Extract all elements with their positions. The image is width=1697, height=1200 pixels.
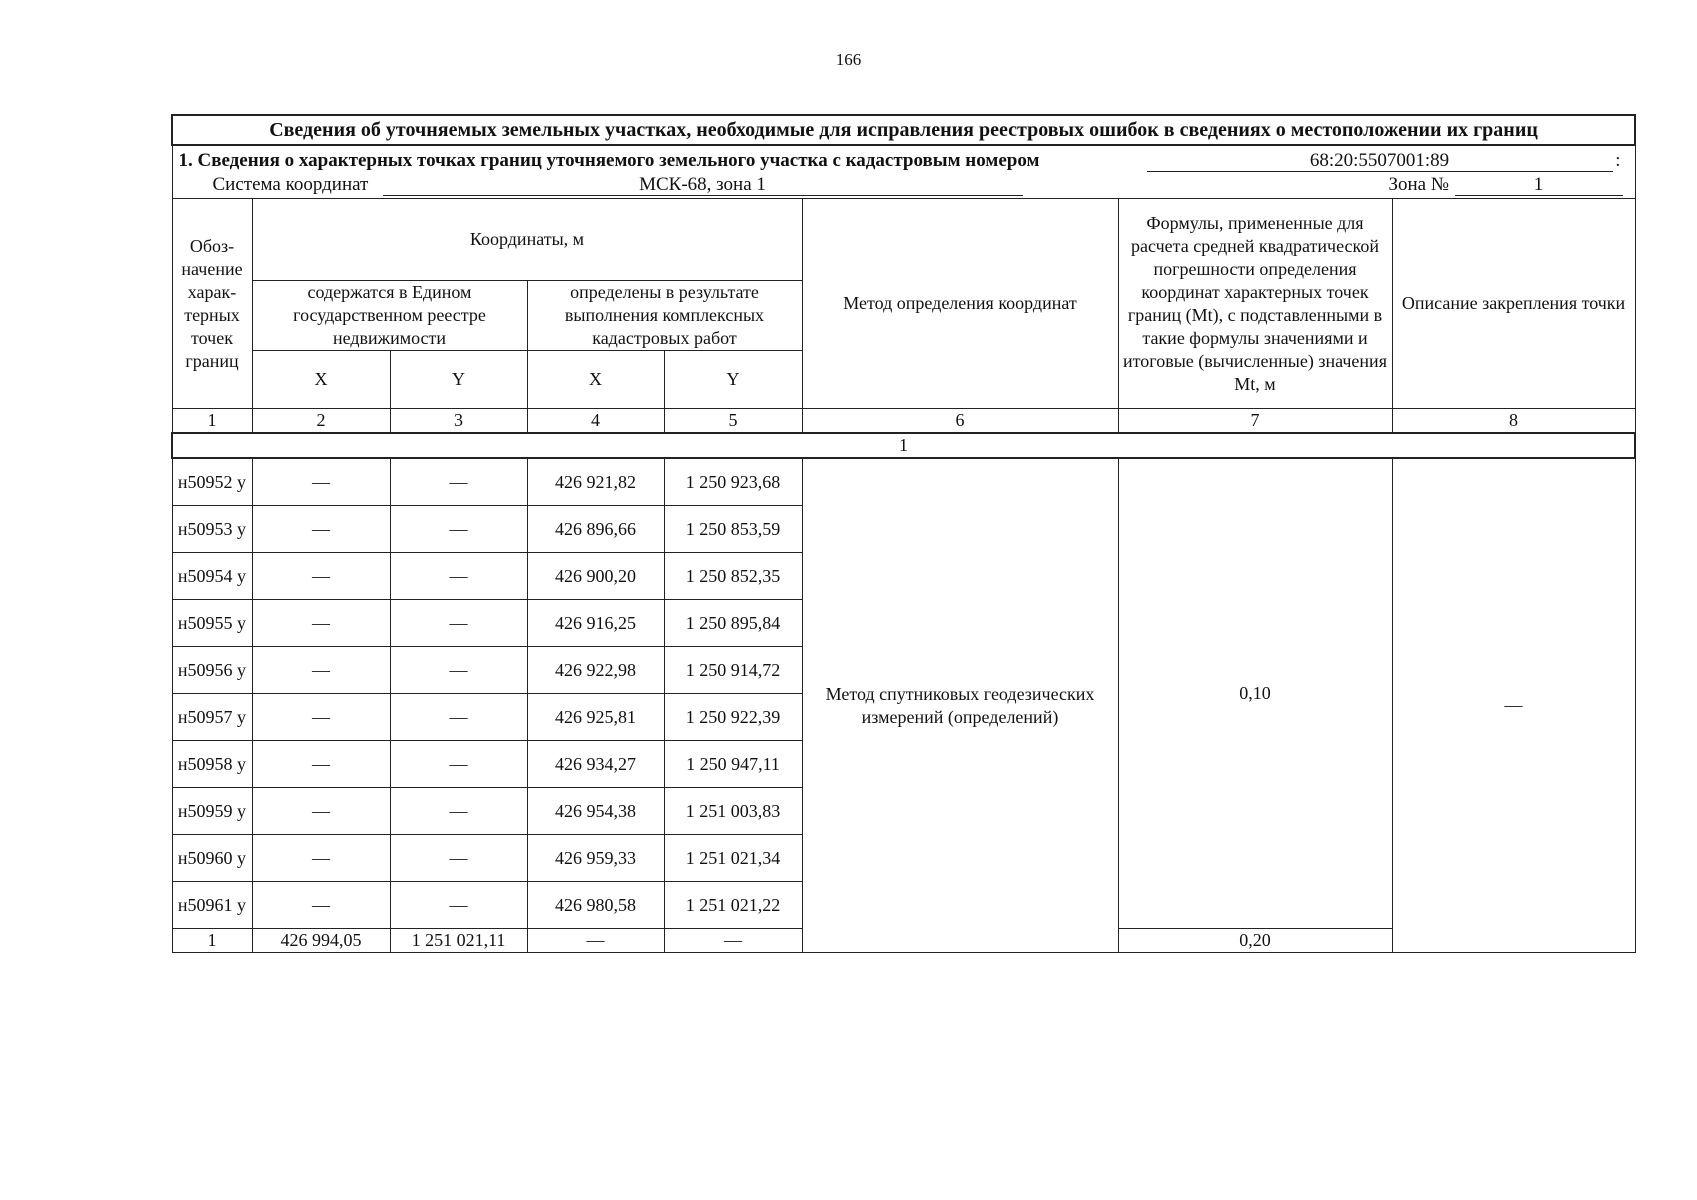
table-row bbox=[172, 458, 1635, 506]
header-coordinates: Координаты, м bbox=[252, 199, 802, 281]
x-kkr: 426 959,33 bbox=[527, 835, 664, 882]
header-y-egrn: Y bbox=[390, 351, 527, 409]
column-number: 4 bbox=[527, 409, 664, 434]
y-kkr: 1 250 947,11 bbox=[664, 741, 802, 788]
x-egrn: — bbox=[252, 741, 390, 788]
point-designation: н50959 у bbox=[172, 788, 252, 835]
y-kkr: 1 250 853,59 bbox=[664, 506, 802, 553]
x-egrn: — bbox=[252, 506, 390, 553]
column-number: 2 bbox=[252, 409, 390, 434]
column-number: 1 bbox=[172, 409, 252, 434]
x-kkr: 426 925,81 bbox=[527, 694, 664, 741]
y-kkr: — bbox=[664, 929, 802, 953]
contour-label: 1 bbox=[172, 433, 1635, 458]
y-egrn: — bbox=[390, 741, 527, 788]
mt-value: 0,10 bbox=[1118, 458, 1392, 929]
x-egrn: — bbox=[252, 835, 390, 882]
point-designation: н50954 у bbox=[172, 553, 252, 600]
column-number: 7 bbox=[1118, 409, 1392, 434]
x-egrn: — bbox=[252, 553, 390, 600]
section-info bbox=[172, 145, 1635, 199]
x-kkr: 426 954,38 bbox=[527, 788, 664, 835]
y-egrn: — bbox=[390, 506, 527, 553]
zone-label: Зона № bbox=[1388, 174, 1449, 195]
column-number: 8 bbox=[1392, 409, 1635, 434]
y-egrn: — bbox=[390, 458, 527, 506]
boundary-points-table bbox=[171, 114, 1636, 953]
x-kkr: — bbox=[527, 929, 664, 953]
zone-value: 1 bbox=[1455, 173, 1623, 196]
description-value: — bbox=[1392, 458, 1635, 953]
x-kkr: 426 896,66 bbox=[527, 506, 664, 553]
y-kkr: 1 250 852,35 bbox=[664, 553, 802, 600]
y-egrn: — bbox=[390, 600, 527, 647]
y-kkr: 1 250 923,68 bbox=[664, 458, 802, 506]
x-egrn: — bbox=[252, 882, 390, 929]
x-egrn: — bbox=[252, 694, 390, 741]
header-x-kkr: X bbox=[527, 351, 664, 409]
header-egrn: содержатся в Едином государственном реестре недвижимости bbox=[252, 281, 527, 351]
cadastral-colon: : bbox=[1615, 150, 1621, 171]
x-egrn: — bbox=[252, 458, 390, 506]
point-designation: н50957 у bbox=[172, 694, 252, 741]
y-kkr: 1 250 895,84 bbox=[664, 600, 802, 647]
y-egrn: — bbox=[390, 835, 527, 882]
header-kkr: определены в результате выполнения комплексных кадастровых работ bbox=[527, 281, 802, 351]
method-value: Метод спутниковых геодезических измерений (определений) bbox=[802, 458, 1118, 953]
cadastral-number: 68:20:5507001:89 bbox=[1147, 149, 1613, 172]
y-kkr: 1 251 021,34 bbox=[664, 835, 802, 882]
column-number: 5 bbox=[664, 409, 802, 434]
mt-value: 0,20 bbox=[1118, 929, 1392, 953]
x-egrn: — bbox=[252, 647, 390, 694]
y-egrn: — bbox=[390, 882, 527, 929]
table-title: Сведения об уточняемых земельных участках, необходимые для исправления реестровых ошибок в сведениях о местоположении их границ bbox=[172, 115, 1635, 145]
header-y-kkr: Y bbox=[664, 351, 802, 409]
point-designation: н50953 у bbox=[172, 506, 252, 553]
x-egrn: — bbox=[252, 788, 390, 835]
y-egrn: — bbox=[390, 647, 527, 694]
point-designation: н50952 у bbox=[172, 458, 252, 506]
x-kkr: 426 900,20 bbox=[527, 553, 664, 600]
coord-system-value: МСК-68, зона 1 bbox=[383, 173, 1023, 196]
y-egrn: — bbox=[390, 694, 527, 741]
y-egrn: — bbox=[390, 788, 527, 835]
section-heading: 1. Сведения о характерных точках границ уточняемого земельного участка с кадастровым номером bbox=[178, 150, 1040, 171]
x-egrn: — bbox=[252, 600, 390, 647]
column-number: 6 bbox=[802, 409, 1118, 434]
page-number: 166 bbox=[835, 50, 862, 69]
point-designation: н50958 у bbox=[172, 741, 252, 788]
header-method: Метод определения координат bbox=[802, 199, 1118, 409]
point-designation: н50961 у bbox=[172, 882, 252, 929]
y-egrn: — bbox=[390, 553, 527, 600]
x-kkr: 426 916,25 bbox=[527, 600, 664, 647]
header-x-egrn: X bbox=[252, 351, 390, 409]
header-formulas: Формулы, примененные для расчета средней квадратической погрешности определения координат характерных точек границ (Mt), с подставленными в такие формулы значениями и итоговые (вычисленные) значения Mt, м bbox=[1118, 199, 1392, 409]
x-kkr: 426 921,82 bbox=[527, 458, 664, 506]
header-point-designation: Обоз-начение харак-терных точек границ bbox=[172, 199, 252, 409]
y-kkr: 1 250 914,72 bbox=[664, 647, 802, 694]
column-number: 3 bbox=[390, 409, 527, 434]
coord-system-label: Система координат bbox=[212, 174, 369, 195]
y-egrn: 1 251 021,11 bbox=[390, 929, 527, 953]
point-designation: 1 bbox=[172, 929, 252, 953]
point-designation: н50956 у bbox=[172, 647, 252, 694]
header-description: Описание закрепления точки bbox=[1392, 199, 1635, 409]
point-designation: н50955 у bbox=[172, 600, 252, 647]
y-kkr: 1 251 021,22 bbox=[664, 882, 802, 929]
point-designation: н50960 у bbox=[172, 835, 252, 882]
x-egrn: 426 994,05 bbox=[252, 929, 390, 953]
x-kkr: 426 922,98 bbox=[527, 647, 664, 694]
y-kkr: 1 251 003,83 bbox=[664, 788, 802, 835]
x-kkr: 426 934,27 bbox=[527, 741, 664, 788]
x-kkr: 426 980,58 bbox=[527, 882, 664, 929]
y-kkr: 1 250 922,39 bbox=[664, 694, 802, 741]
